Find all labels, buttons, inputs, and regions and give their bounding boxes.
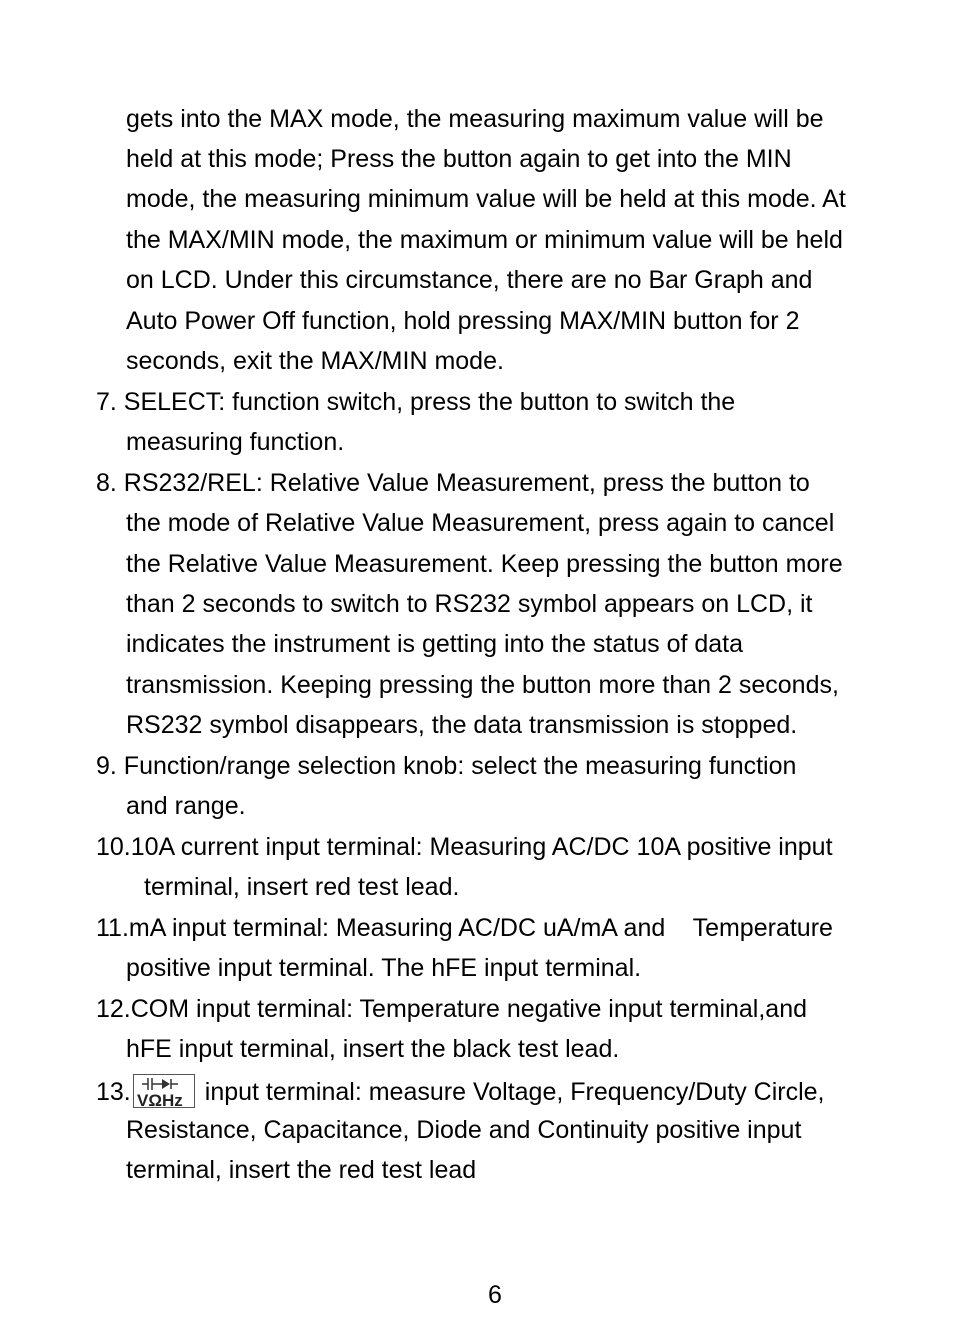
terminal-symbol-icon bbox=[133, 1074, 195, 1108]
text-line: than 2 seconds to switch to RS232 symbol appears on LCD, it bbox=[126, 590, 813, 618]
list-item-9: 9. Function/range selection knob: select the measuring function bbox=[96, 752, 797, 780]
capacitor-diode-vohz-icon bbox=[134, 1075, 196, 1109]
text-line: and range. bbox=[126, 792, 246, 820]
text-line: positive input terminal. The hFE input terminal. bbox=[126, 954, 642, 982]
text-line: the Relative Value Measurement. Keep pressing the button more bbox=[126, 550, 843, 578]
list-item-7: 7. SELECT: function switch, press the button to switch the bbox=[96, 388, 736, 416]
icon-label: VΩHz bbox=[136, 1091, 183, 1109]
text-line: transmission. Keeping pressing the button more than 2 seconds, bbox=[126, 671, 839, 699]
text-line: Auto Power Off function, hold pressing MAX/MIN button for 2 bbox=[126, 307, 800, 335]
page-number: 6 bbox=[488, 1281, 502, 1309]
list-item-8: 8. RS232/REL: Relative Value Measurement, press the button to bbox=[96, 469, 810, 497]
list-item-13 bbox=[96, 1074, 825, 1108]
text-line: held at this mode; Press the button again to get into the MIN bbox=[126, 145, 792, 173]
text-line: gets into the MAX mode, the measuring maximum value will be bbox=[126, 105, 824, 133]
text-line: RS232 symbol disappears, the data transmission is stopped. bbox=[126, 711, 798, 739]
text-line: terminal, insert red test lead. bbox=[144, 873, 460, 901]
text-line: on LCD. Under this circumstance, there are no Bar Graph and bbox=[126, 266, 813, 294]
text-line: indicates the instrument is getting into the status of data bbox=[126, 630, 744, 658]
text-line: mode, the measuring minimum value will be held at this mode. At bbox=[126, 185, 846, 213]
text-line: measuring function. bbox=[126, 428, 345, 456]
text-line: the mode of Relative Value Measurement, press again to cancel bbox=[126, 509, 835, 537]
list-item-11: 11.mA input terminal: Measuring AC/DC uA/mA and Temperature bbox=[96, 914, 833, 942]
text-line: Resistance, Capacitance, Diode and Continuity positive input bbox=[126, 1116, 802, 1144]
item-13-text: input terminal: measure Voltage, Frequency/Duty Circle, bbox=[204, 1078, 825, 1106]
list-item-12: 12.COM input terminal: Temperature negative input terminal,and bbox=[96, 995, 808, 1023]
text-line: terminal, insert the red test lead bbox=[126, 1156, 477, 1184]
text-line: seconds, exit the MAX/MIN mode. bbox=[126, 347, 504, 375]
text-line: the MAX/MIN mode, the maximum or minimum value will be held bbox=[126, 226, 843, 254]
item-number: 13. bbox=[96, 1078, 131, 1106]
text-line: hFE input terminal, insert the black test lead. bbox=[126, 1035, 620, 1063]
list-item-10: 10.10A current input terminal: Measuring AC/DC 10A positive input bbox=[96, 833, 833, 861]
